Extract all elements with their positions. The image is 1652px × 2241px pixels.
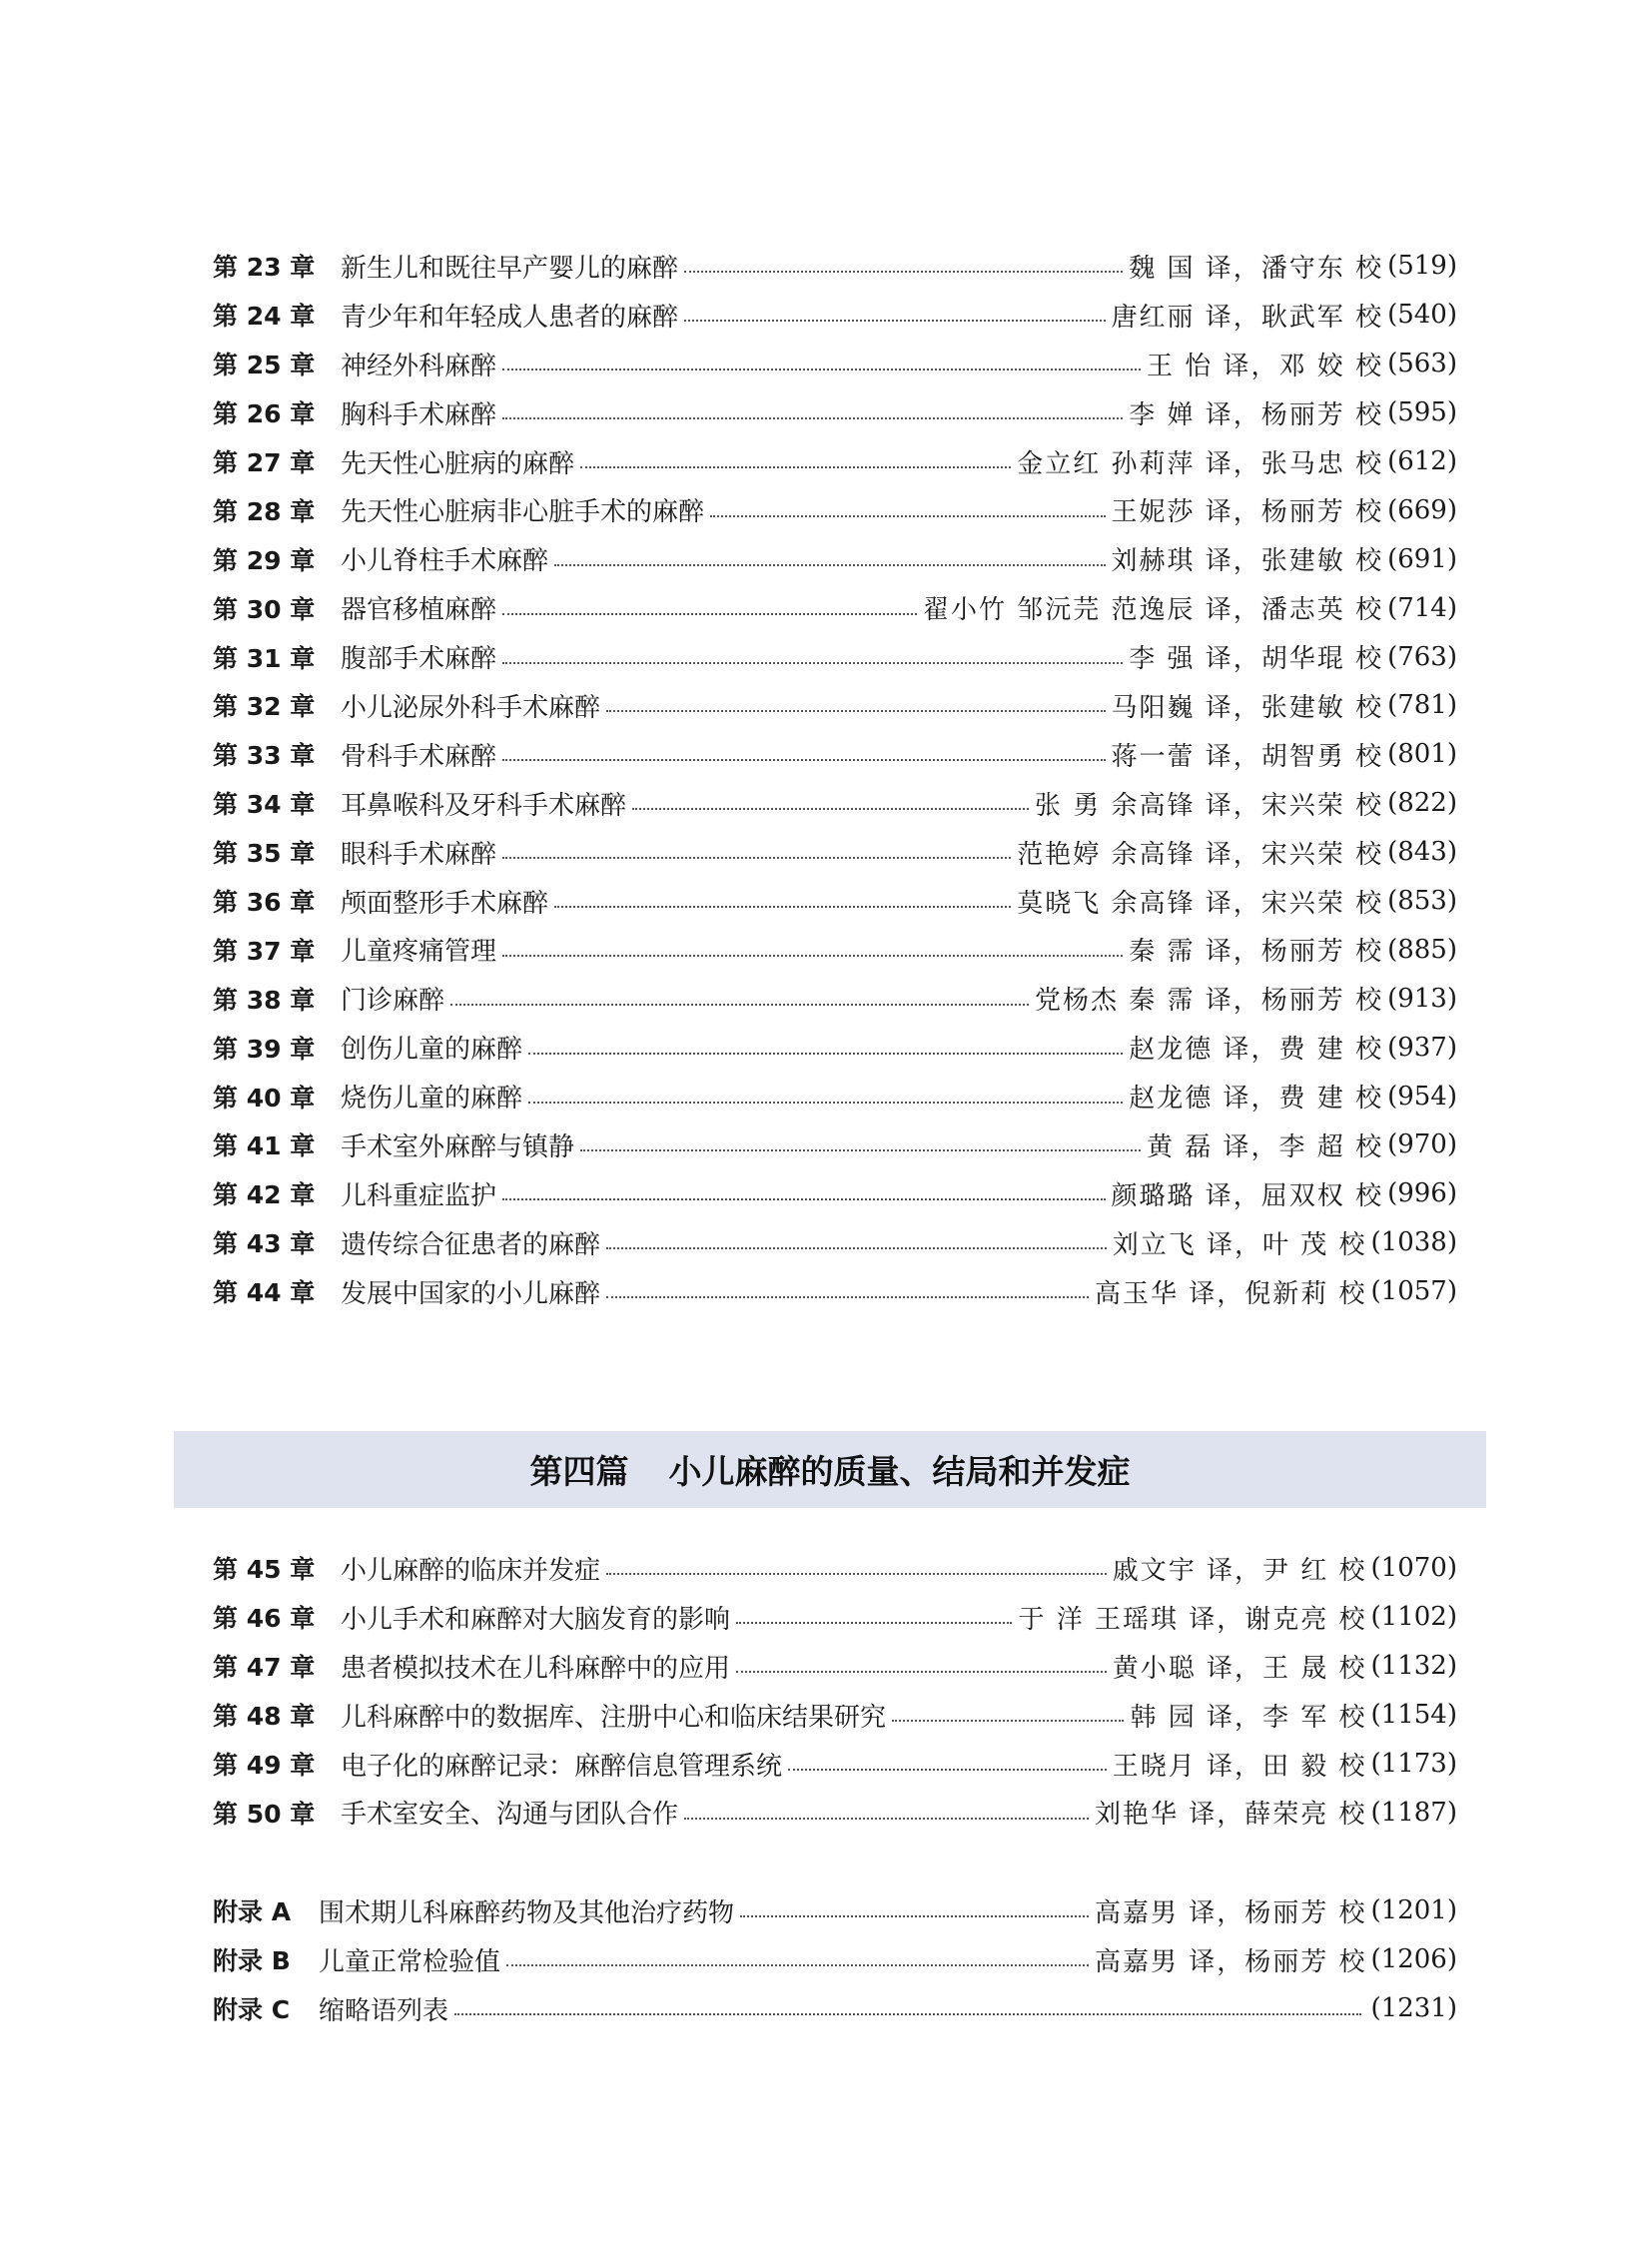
dot-leader [502,613,917,615]
chapter-entry [213,1740,1457,1789]
translator-credits: 党杨杰 秦 霈 译，杨丽芳 校 [1035,986,1384,1017]
page-number: (1102) [1370,1602,1457,1633]
page-number: (913) [1387,983,1457,1014]
translator-credits: 李 婵 译，杨丽芳 校 [1129,399,1384,430]
entry-title: 小儿脊柱手术麻醉 [341,546,549,577]
page-number: (1187) [1370,1797,1457,1828]
entry-title: 患者模拟技术在儿科麻醉中的应用 [341,1653,731,1684]
dot-leader [684,320,1106,322]
dot-leader [502,857,1011,859]
chapter-entry [213,340,1457,388]
entry-title: 创伤儿童的麻醉 [341,1035,523,1066]
chapter-entry [213,534,1457,583]
page-number: (1038) [1370,1227,1457,1258]
chapter-number: 第 50 章 [213,1799,316,1829]
entry-title: 烧伤儿童的麻醉 [341,1084,523,1115]
translator-credits: 刘赫琪 译，张建敏 校 [1111,546,1384,577]
dot-leader [506,1964,1089,1966]
translator-credits: 蒋一蕾 译，胡智勇 校 [1111,741,1384,772]
dot-leader [454,2013,1361,2015]
page-number: (540) [1387,300,1457,331]
entry-title: 神经外科麻醉 [341,351,497,381]
appendix-number: 附录 B [213,1946,291,1976]
chapter-number: 第 30 章 [213,594,316,624]
chapter-number: 第 32 章 [213,692,316,722]
translator-credits: 王 怡 译，邓 姣 校 [1147,351,1384,381]
entry-title: 电子化的麻醉记录：麻醉信息管理系统 [341,1751,783,1782]
appendix-entry [213,1886,1457,1935]
chapter-entry [213,974,1457,1023]
dot-leader [740,1915,1089,1917]
dot-leader [736,1622,1012,1624]
page-number: (1132) [1370,1651,1457,1682]
entry-title: 缩略语列表 [319,1995,449,2026]
page-number: (1057) [1370,1276,1457,1307]
dot-leader [502,369,1141,371]
chapter-entry [213,1169,1457,1218]
chapter-number: 第 47 章 [213,1653,316,1683]
dot-leader [736,1671,1107,1673]
dot-leader [502,417,1123,419]
entry-title: 眼科手术麻醉 [341,839,497,870]
entry-title: 耳鼻喉科及牙科手术麻醉 [341,790,627,821]
chapter-entry [213,828,1457,877]
chapter-entry [213,485,1457,534]
entry-title: 器官移植麻醉 [341,595,497,626]
chapter-number: 第 39 章 [213,1034,316,1064]
chapter-number: 第 49 章 [213,1751,316,1780]
part-title: 小儿麻醉的质量、结局和并发症 [668,1452,1131,1491]
toc-appendices [213,1886,1457,2033]
chapter-entry [213,1120,1457,1169]
page-number: (954) [1387,1081,1457,1112]
dot-leader [892,1720,1124,1722]
chapter-entry [213,242,1457,291]
page-number: (801) [1387,739,1457,770]
translator-credits: 王妮莎 译，杨丽芳 校 [1111,497,1384,528]
dot-leader [450,1004,1029,1006]
chapter-number: 第 42 章 [213,1180,316,1210]
entry-title: 小儿手术和麻醉对大脑发育的影响 [341,1604,731,1635]
entry-title: 新生儿和既往早产婴儿的麻醉 [341,253,679,284]
translator-credits: 范艳婷 余高锋 译，宋兴荣 校 [1017,839,1384,870]
page-number: (1070) [1370,1553,1457,1584]
entry-title: 小儿泌尿外科手术麻醉 [341,692,601,723]
entry-title: 儿科麻醉中的数据库、注册中心和临床结果研究 [341,1702,887,1733]
page-number: (1201) [1370,1895,1457,1926]
translator-credits: 高嘉男 译，杨丽芳 校 [1095,1946,1367,1977]
appendix-number: 附录 A [213,1897,292,1927]
page-number: (996) [1387,1178,1457,1209]
entry-title: 青少年和年轻成人患者的麻醉 [341,302,679,333]
translator-credits: 唐红丽 译，耿武军 校 [1111,302,1384,333]
appendix-entry [213,1984,1457,2033]
chapter-entry [213,1788,1457,1837]
chapter-entry [213,583,1457,632]
chapter-number: 第 26 章 [213,399,316,429]
translator-credits: 黄小聪 译，王 晟 校 [1112,1653,1367,1684]
chapter-number: 第 37 章 [213,936,316,966]
translator-credits: 颜璐璐 译，屈双权 校 [1111,1180,1384,1211]
translator-credits: 高玉华 译，倪新莉 校 [1095,1278,1367,1309]
dot-leader [580,466,1011,468]
chapter-number: 第 38 章 [213,985,316,1015]
entry-title: 儿科重症监护 [341,1180,497,1211]
chapter-entry [213,1544,1457,1593]
page-number: (937) [1387,1032,1457,1063]
chapter-entry [213,681,1457,730]
entry-title: 先天性心脏病非心脏手术的麻醉 [341,497,705,528]
dot-leader [528,1053,1123,1055]
chapter-entry [213,877,1457,926]
page-number: (595) [1387,397,1457,428]
dot-leader [684,1818,1089,1820]
dot-leader [554,564,1106,566]
page-number: (885) [1387,934,1457,965]
chapter-entry [213,1023,1457,1072]
chapter-number: 第 34 章 [213,790,316,820]
page-number: (970) [1387,1129,1457,1160]
chapter-entry [213,925,1457,974]
chapter-number: 第 48 章 [213,1702,316,1732]
entry-title: 骨科手术麻醉 [341,741,497,772]
toc-section-one [213,242,1457,1316]
dot-leader [528,1102,1123,1104]
entry-title: 遗传综合征患者的麻醉 [341,1229,601,1260]
chapter-number: 第 31 章 [213,643,316,673]
chapter-number: 第 44 章 [213,1278,316,1308]
page-number: (781) [1387,690,1457,721]
appendix-entry [213,1935,1457,1984]
chapter-number: 第 23 章 [213,253,316,283]
chapter-number: 第 40 章 [213,1083,316,1113]
chapter-number: 第 25 章 [213,351,316,380]
dot-leader [788,1769,1107,1771]
dot-leader [710,515,1106,517]
translator-credits: 于 洋 王瑶琪 译，谢克亮 校 [1018,1604,1367,1635]
page-number: (1231) [1370,1993,1457,2024]
entry-title: 腹部手术麻醉 [341,644,497,675]
chapter-entry [213,1642,1457,1691]
page-number: (563) [1387,349,1457,379]
translator-credits: 刘立飞 译，叶 茂 校 [1112,1229,1367,1260]
chapter-number: 第 45 章 [213,1555,316,1585]
translator-credits: 刘艳华 译，薛荣亮 校 [1095,1800,1367,1831]
page-number: (822) [1387,788,1457,819]
dot-leader [502,955,1123,957]
part-label: 第四篇 [529,1452,629,1491]
chapter-number: 第 43 章 [213,1229,316,1259]
chapter-entry [213,437,1457,486]
entry-title: 胸科手术麻醉 [341,399,497,430]
translator-credits: 金立红 孙莉萍 译，张马忠 校 [1017,448,1384,479]
chapter-number: 第 36 章 [213,888,316,918]
chapter-number: 第 41 章 [213,1131,316,1161]
page-number: (691) [1387,543,1457,574]
translator-credits: 秦 霈 译，杨丽芳 校 [1129,937,1384,968]
translator-credits: 张 勇 余高锋 译，宋兴荣 校 [1035,790,1384,821]
chapter-entry [213,388,1457,437]
page-number: (1206) [1370,1944,1457,1975]
translator-credits: 赵龙德 译，费 建 校 [1129,1084,1384,1115]
chapter-number: 第 33 章 [213,741,316,771]
page-number: (853) [1387,886,1457,917]
dot-leader [606,1296,1089,1298]
dot-leader [554,906,1011,908]
entry-title: 手术室安全、沟通与团队合作 [341,1800,679,1831]
page-number: (763) [1387,641,1457,672]
chapter-entry [213,1072,1457,1120]
entry-title: 小儿麻醉的临床并发症 [341,1555,601,1586]
page-number: (669) [1387,494,1457,525]
translator-credits: 韩 园 译，李 军 校 [1130,1702,1367,1733]
entry-title: 门诊麻醉 [341,986,445,1017]
chapter-entry [213,1593,1457,1642]
page-number: (1154) [1370,1700,1457,1731]
entry-title: 先天性心脏病的麻醉 [341,448,575,479]
dot-leader [580,1149,1141,1151]
translator-credits: 马阳巍 译，张建敏 校 [1111,692,1384,723]
translator-credits: 魏 国 译，潘守东 校 [1129,253,1384,284]
dot-leader [502,1198,1106,1200]
translator-credits: 翟小竹 邹沅芫 范逸辰 译，潘志英 校 [923,595,1384,626]
page-number: (1173) [1370,1749,1457,1779]
translator-credits: 戚文宇 译，尹 红 校 [1112,1555,1367,1586]
toc-section-two [213,1544,1457,1837]
chapter-number: 第 46 章 [213,1604,316,1634]
page-number: (612) [1387,446,1457,476]
entry-title: 儿童疼痛管理 [341,937,497,968]
chapter-number: 第 35 章 [213,839,316,869]
dot-leader [606,710,1106,712]
appendix-number: 附录 C [213,1995,291,2025]
page-number: (714) [1387,592,1457,623]
entry-title: 手术室外麻醉与镇静 [341,1131,575,1162]
page-number: (519) [1387,251,1457,282]
translator-credits: 莫晓飞 余高锋 译，宋兴荣 校 [1017,888,1384,919]
dot-leader [606,1573,1107,1575]
chapter-entry [213,730,1457,779]
dot-leader [684,271,1123,273]
translator-credits: 高嘉男 译，杨丽芳 校 [1095,1897,1367,1928]
translator-credits: 黄 磊 译，李 超 校 [1147,1131,1384,1162]
chapter-entry [213,779,1457,828]
dot-leader [632,808,1029,810]
chapter-entry [213,1267,1457,1316]
dot-leader [606,1247,1107,1249]
entry-title: 围术期儿科麻醉药物及其他治疗药物 [319,1897,735,1928]
entry-title: 发展中国家的小儿麻醉 [341,1278,601,1309]
page-number: (843) [1387,837,1457,868]
entry-title: 颅面整形手术麻醉 [341,888,549,919]
translator-credits: 李 强 译，胡华琨 校 [1129,644,1384,675]
translator-credits: 王晓月 译，田 毅 校 [1112,1751,1367,1782]
entry-title: 儿童正常检验值 [319,1946,501,1977]
chapter-number: 第 27 章 [213,448,316,477]
part-banner [174,1431,1486,1508]
chapter-number: 第 29 章 [213,545,316,575]
chapter-entry [213,632,1457,681]
dot-leader [502,662,1123,664]
chapter-number: 第 24 章 [213,302,316,332]
translator-credits: 赵龙德 译，费 建 校 [1129,1035,1384,1066]
dot-leader [502,759,1106,761]
chapter-entry [213,1691,1457,1740]
chapter-entry [213,1218,1457,1267]
chapter-entry [213,291,1457,340]
chapter-number: 第 28 章 [213,496,316,526]
